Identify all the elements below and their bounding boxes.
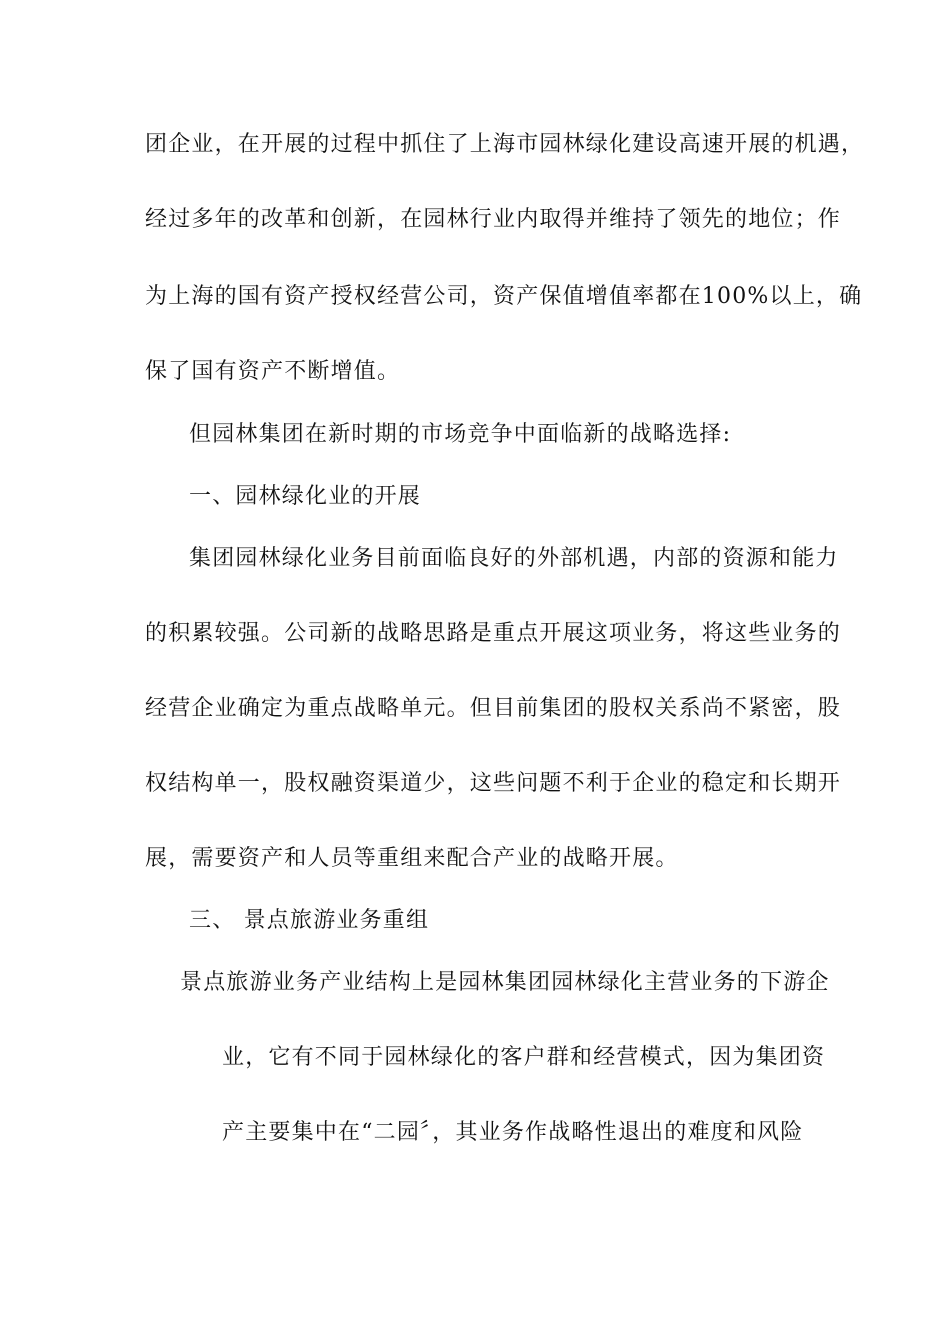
section-heading: 三、 景点旅游业务重组 bbox=[189, 908, 430, 933]
paragraph-line: 团企业，在开展的过程中抓住了上海市园林绿化建设高速开展的机遇， bbox=[145, 132, 865, 157]
paragraph-line: 的积累较强。公司新的战略思路是重点开展这项业务，将这些业务的 bbox=[145, 621, 842, 646]
paragraph-line: 集团园林绿化业务目前面临良好的外部机遇，内部的资源和能力 bbox=[189, 546, 839, 571]
paragraph-line: 保了国有资产不断增值。 bbox=[145, 359, 401, 384]
paragraph-line: 为上海的国有资产授权经营公司，资产保值增值率都在100%以上，确 bbox=[145, 284, 863, 309]
paragraph-line: 经过多年的改革和创新，在园林行业内取得并维持了领先的地位；作 bbox=[145, 207, 842, 232]
paragraph-line: 权结构单一，股权融资渠道少，这些问题不利于企业的稳定和长期开 bbox=[145, 771, 842, 796]
paragraph-line: 产主要集中在“二园〞，其业务作战略性退出的难度和风险 bbox=[222, 1120, 804, 1145]
paragraph-line: 展，需要资产和人员等重组来配合产业的战略开展。 bbox=[145, 846, 679, 871]
paragraph-line: 但园林集团在新时期的市场竞争中面临新的战略选择: bbox=[189, 422, 732, 447]
paragraph-line: 景点旅游业务产业结构上是园林集团园林绿化主营业务的下游企 bbox=[180, 970, 830, 995]
paragraph-line: 业，它有不同于园林绿化的客户群和经营模式，因为集团资 bbox=[222, 1045, 826, 1070]
section-heading: 一、园林绿化业的开展 bbox=[189, 484, 422, 509]
paragraph-line: 经营企业确定为重点战略单元。但目前集团的股权关系尚不紧密，股 bbox=[145, 696, 842, 721]
